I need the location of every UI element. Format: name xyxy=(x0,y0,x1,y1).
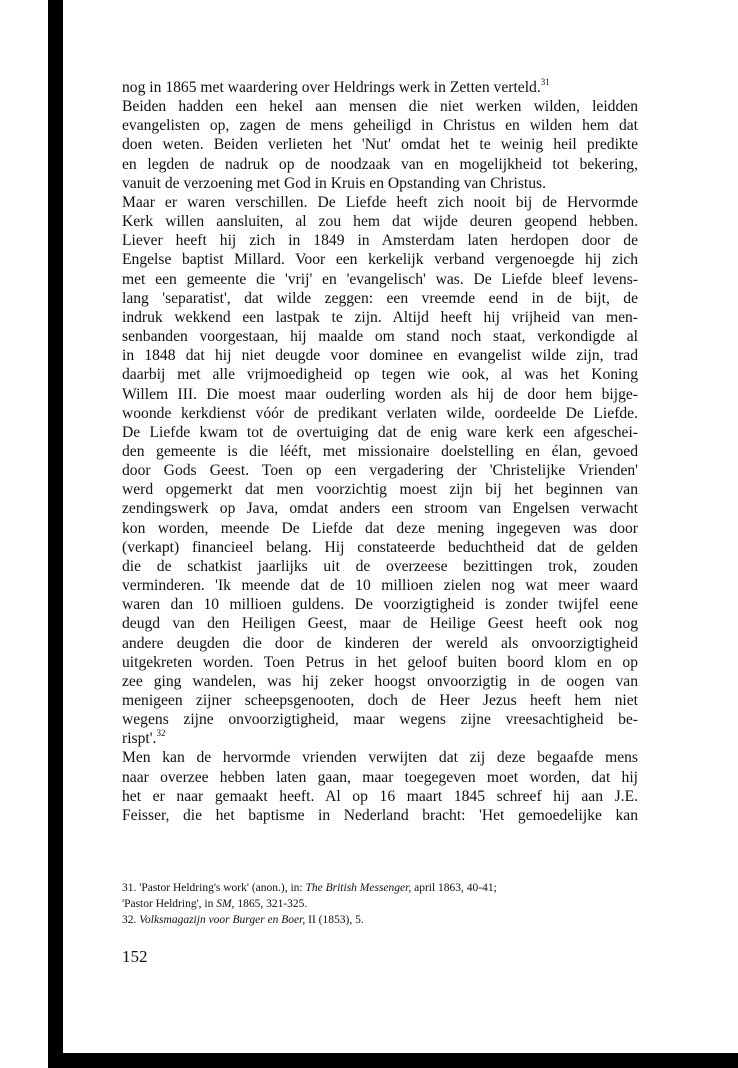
body-line xyxy=(122,365,638,384)
body-line-text: Engelse baptist Millard. Voor een kerkelijk verband vergenoegde hij zich xyxy=(122,251,638,269)
body-line xyxy=(122,461,638,480)
body-line-text: zee ging wandelen, was hij zeker hoogst onvoorzigtig in de oogen van xyxy=(122,672,638,690)
body-line xyxy=(122,270,638,289)
body-line-text: het er naar gemaakt heeft. Al op 16 maart 1845 schreef hij aan J.E. xyxy=(122,787,638,805)
body-line xyxy=(122,576,638,595)
body-line xyxy=(122,595,638,614)
body-line-text: rispt'. xyxy=(122,730,157,748)
body-line-text: en legden de nadruk op de noodzaak van en mogelijkheid tot bekering, xyxy=(122,155,638,173)
footnote-31-continuation: 'Pastor Heldring', in SM, 1865, 321-325. xyxy=(122,898,308,910)
body-line-text: doen weten. Beiden verlieten het 'Nut' omdat het te weinig heil predikte xyxy=(122,136,638,154)
body-line xyxy=(122,97,638,116)
footnotes xyxy=(122,880,652,928)
body-line-text: De Liefde kwam tot de overtuiging dat de enig ware kerk een afgeschei- xyxy=(122,423,638,441)
body-line-text: nog in 1865 met waardering over Heldrings werk in Zetten verteld. xyxy=(122,79,541,96)
body-line xyxy=(122,614,638,633)
body-line xyxy=(122,250,638,269)
body-line xyxy=(122,231,638,250)
body-line-text: (verkapt) financieel belang. Hij constateerde beduchtheid dat de gelden xyxy=(122,538,638,556)
body-line xyxy=(122,499,638,518)
body-line-text: indruk wekkend een lastpak te zijn. Altijd heeft hij vrijheid van men- xyxy=(122,308,638,326)
body-line-text: evangelisten op, zagen de mens geheiligd in Christus en wilden hem dat xyxy=(122,117,638,135)
footnote-reference: 32 xyxy=(156,728,166,739)
body-line-text: senbanden voorgestaan, hij maalde om stand noch staat, verkondigde al xyxy=(122,328,638,346)
body-line-text: Liever heeft hij zich in 1849 in Amsterdam laten herdopen door de xyxy=(122,232,638,250)
body-line xyxy=(122,557,638,576)
body-line xyxy=(122,404,638,423)
body-line-text: met een gemeente die 'vrij' en 'evangelisch' was. De Liefde bleef levens- xyxy=(122,270,638,288)
body-line-text: menigeen zijner scheepsgenooten, doch de Heer Jezus heeft hem niet xyxy=(122,692,638,709)
body-line xyxy=(122,672,638,691)
body-line xyxy=(122,193,638,212)
body-line-text: kon worden, meende De Liefde dat deze mening ingegeven was door xyxy=(122,519,638,537)
body-line-text: verminderen. 'Ik meende dat de 10 millioen zielen nog wat meer waard xyxy=(122,577,638,595)
body-line-text: Men kan de hervormde vrienden verwijten dat zij deze begaafde mens xyxy=(122,749,638,767)
body-line-text: lang 'separatist', dat wilde zeggen: een vreemde eend in de bijt, de xyxy=(122,289,638,307)
body-line xyxy=(122,634,638,653)
body-line xyxy=(122,691,638,710)
body-line-text: in 1848 dat hij niet deugde voor dominee en evangelist wilde zijn, trad xyxy=(122,347,638,365)
page-number: 152 xyxy=(122,947,148,966)
body-line xyxy=(122,289,638,308)
body-line-text: daarbij met alle vrijmoedigheid op tegen wie ook, al was het Koning xyxy=(122,366,638,384)
body-line xyxy=(122,538,638,557)
body-line-text: wegens zijne onvoorzigtigheid, maar wegens zijne vreesachtigheid be- xyxy=(122,711,638,729)
body-line xyxy=(122,653,638,672)
body-line-text: werd opgemerkt dat men voorzichtig moest zijn bij het beginnen van xyxy=(122,481,638,499)
footnote-reference: 31 xyxy=(540,76,550,87)
body-line xyxy=(122,385,638,404)
body-line xyxy=(122,442,638,461)
body-line-text: Feisser, die het baptisme in Nederland bracht: 'Het gemoedelijke kan xyxy=(122,806,638,824)
body-line-text: waren dan 10 millioen guldens. De voorzigtigheid is zonder twijfel eene xyxy=(122,596,638,614)
body-line-text: Willem III. Die moest maar ouderling worden als hij de door hem bijge- xyxy=(122,385,638,403)
body-line-text: woonde kerkdienst vóór de predikant verlaten wilde, oordeelde De Liefde. xyxy=(122,404,638,422)
body-line xyxy=(122,212,638,231)
body-line-text: naar overzee hebben laten gaan, maar toegegeven moet worden, dat hij xyxy=(122,768,638,786)
body-line xyxy=(122,78,638,97)
footnote-31: 31. 'Pastor Heldring's work' (anon.), in: The British Messenger, april 1863, 40-41; xyxy=(122,882,497,894)
footnote-32: 32. Volksmagazijn voor Burger en Boer, II (1853), 5. xyxy=(122,914,364,926)
body-line xyxy=(122,155,638,174)
body-line xyxy=(122,710,638,729)
body-line-text: vanuit de verzoening met God in Kruis en Opstanding van Christus. xyxy=(122,174,546,192)
body-line xyxy=(122,480,638,499)
body-line-text: deugd van den Heiligen Geest, maar de Heilige Geest heeft ook nog xyxy=(122,615,638,633)
body-line-text: Beiden hadden een hekel aan mensen die niet werken wilden, leidden xyxy=(122,98,638,116)
body-line xyxy=(122,308,638,327)
body-line-text: Maar er waren verschillen. De Liefde heeft zich nooit bij de Hervormde xyxy=(122,193,638,211)
body-line-text: die de schatkist jaarlijks uit de overzeese bezittingen trok, zouden xyxy=(122,557,638,575)
body-line-text: uitgekreten worden. Toen Petrus in het geloof buiten boord klom en op xyxy=(122,653,638,671)
body-line xyxy=(122,346,638,365)
body-line xyxy=(122,423,638,442)
body-line xyxy=(122,787,638,806)
body-line xyxy=(122,116,638,135)
scan-border-bottom xyxy=(48,1053,738,1068)
body-line-text: zendingswerk op Java, omdat anders een stroom van Engelsen verwacht xyxy=(122,500,638,518)
body-line-text: Kerk willen aansluiten, al zou hem dat wijde deuren geopend hebben. xyxy=(122,213,638,231)
body-line xyxy=(122,729,638,748)
body-line xyxy=(122,768,638,787)
body-line xyxy=(122,748,638,767)
body-line-text: den gemeente is die lééft, met missionaire doelstelling en élan, gevoed xyxy=(122,442,638,460)
body-text xyxy=(122,78,638,825)
body-line-text: door Gods Geest. Toen op een vergadering der 'Christelijke Vrienden' xyxy=(122,462,638,480)
body-line-text: andere deugden die door de kinderen der wereld als onvoorzigtigheid xyxy=(122,634,638,652)
scan-border-left xyxy=(48,0,63,1068)
body-line xyxy=(122,806,638,825)
body-line xyxy=(122,327,638,346)
body-line xyxy=(122,519,638,538)
body-line xyxy=(122,135,638,154)
body-line xyxy=(122,174,638,193)
